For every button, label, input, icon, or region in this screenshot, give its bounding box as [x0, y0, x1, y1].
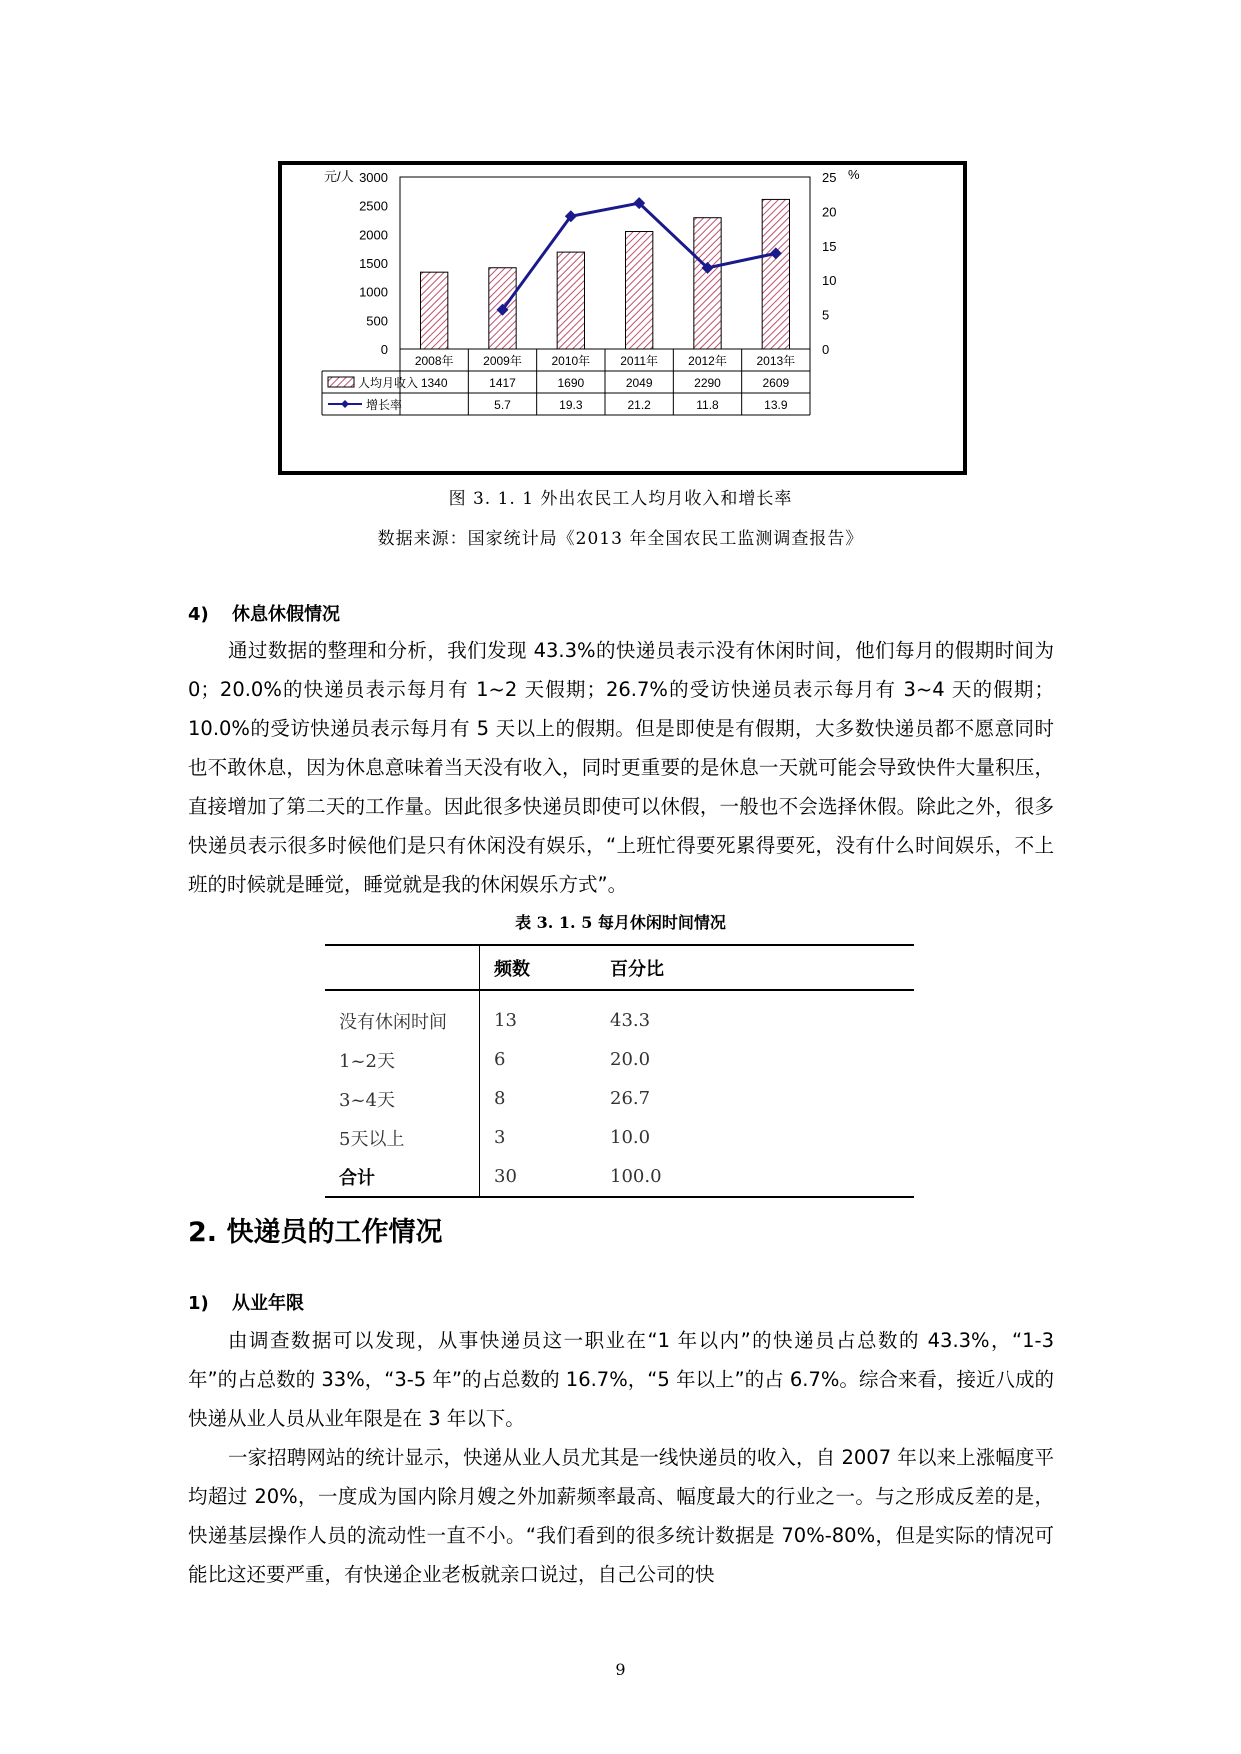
chapter-heading: 2. 快递员的工作情况: [188, 1217, 443, 1248]
table-row: [325, 1118, 914, 1157]
section-years-paragraph-block: [188, 1321, 1054, 1594]
table-cell: 没有休闲时间: [339, 1011, 447, 1033]
table-cell: 5天以上: [339, 1128, 405, 1150]
figure-caption: 图 3. 1. 1 外出农民工人均月收入和增长率: [448, 489, 793, 509]
x-tick-label: 2013年: [756, 354, 796, 368]
table-bar-value: 1417: [489, 376, 516, 390]
table-bar-value: 1690: [557, 376, 585, 390]
section-rest-heading: [188, 600, 340, 626]
figure-source: 数据来源：国家统计局《2013 年全国农民工监测调查报告》: [377, 529, 864, 549]
y-tick-label: 2000: [359, 227, 388, 243]
section-rest-paragraph: 通过数据的整理和分析，我们发现 43.3%的快递员表示没有休闲时间，他们每月的假期时间为 0；20.0%的快递员表示每月有 1~2 天假期；26.7%的受访快递员表示每月有 3~4 天的假期；10.0%的受访快递员表示每月有 5 天以上的假期。但是即使是有假期，大多数快递员都不愿意同时也不敢休息，因为休息意味着当天没有收入，同时更重要的是休息一天就可能会导致快件大量积压，直接增加了第二天的工作量。因此很多快递员即使可以休假，一般也不会选择休假。除此之外，很多快递员表示很多时候他们是只有休闲没有娱乐，“上班忙得要死累得要死，没有什么时间娱乐，不上班的时候就是睡觉，睡觉就是我的休闲娱乐方式”。: [188, 639, 1054, 896]
section-years-heading: [188, 1289, 304, 1315]
table-line-value: 5.7: [494, 398, 511, 412]
x-tick-label: 2008年: [414, 354, 454, 368]
bar: [421, 272, 448, 349]
table-row: [325, 1040, 914, 1079]
table-row: [325, 1079, 914, 1118]
y-axis-label: 元/人: [324, 169, 354, 184]
table-row-total: [325, 1157, 914, 1197]
bar: [557, 252, 584, 349]
legend-bar-swatch: [328, 377, 354, 387]
table-bar-value: 1340: [420, 376, 448, 390]
x-tick-label: 2009年: [483, 354, 522, 368]
y2-axis-label: %: [848, 167, 860, 182]
table-line-value: 13.9: [764, 398, 788, 412]
table-cell: 1~2天: [339, 1050, 395, 1072]
section-rest-number: 4): [188, 604, 209, 625]
table-cell: 26.7: [610, 1088, 651, 1109]
y2-tick-label: 25: [822, 170, 837, 185]
table-cell: 30: [480, 1157, 597, 1197]
income-growth-chart: [282, 165, 963, 471]
rest-time-table: [325, 944, 914, 1198]
y2-tick-label: 0: [822, 342, 830, 357]
table-cell: 43.3: [610, 1010, 651, 1031]
table-header: [325, 945, 480, 990]
table-cell: 8: [480, 1079, 597, 1118]
table-cell: 100.0: [596, 1157, 914, 1197]
table-cell: 3~4天: [339, 1089, 395, 1111]
y-tick-label: 1000: [359, 284, 388, 300]
section-years-title: 从业年限: [232, 1293, 304, 1314]
page-number: 9: [615, 1660, 626, 1679]
y2-tick-label: 20: [822, 204, 837, 220]
bar: [626, 232, 653, 349]
table-header-row: [325, 945, 914, 990]
legend-bar-label: 人均月收入: [358, 376, 419, 390]
section-rest-title: 休息休假情况: [232, 604, 340, 625]
table-cell: 合计: [325, 1157, 480, 1197]
x-tick-label: 2012年: [688, 354, 727, 368]
section-years-paragraph-1: 由调查数据可以发现，从事快递员这一职业在“1 年以内”的快递员占总数的 43.3%，“1-3 年”的占总数的 33%，“3-5 年”的占总数的 16.7%，“5 年以上”的占 6.7%。综合来看，接近八成的快递从业人员从业年限是在 3 年以下。: [188, 1329, 1054, 1430]
y-tick-label: 1500: [359, 256, 388, 271]
bar: [762, 199, 789, 349]
y2-tick-label: 5: [822, 307, 830, 323]
bar: [694, 218, 721, 349]
plot-area: [400, 177, 810, 349]
table-cell: 20.0: [610, 1049, 651, 1070]
y2-tick-label: 15: [822, 238, 837, 254]
x-tick-label: 2010年: [551, 354, 591, 368]
table-cell: 13: [480, 990, 597, 1040]
section-years-number: 1): [188, 1293, 209, 1314]
table-bar-value: 2049: [625, 376, 653, 390]
table-title: 表 3. 1. 5 每月休闲时间情况: [515, 913, 726, 932]
table-bar-value: 2609: [762, 376, 790, 390]
y-tick-label: 3000: [359, 170, 388, 185]
y-tick-label: 0: [380, 342, 388, 357]
y-tick-label: 500: [366, 313, 388, 329]
x-tick-label: 2011年: [620, 354, 659, 368]
chart-frame: [278, 161, 967, 475]
y2-tick-label: 10: [822, 273, 837, 289]
section-years-paragraph-2: 一家招聘网站的统计显示，快递从业人员尤其是一线快递员的收入，自 2007 年以来上涨幅度平均超过 20%，一度成为国内除月嫂之外加薪频率最高、幅度最大的行业之一。与之形成反差的是，快递基层操作人员的流动性一直不小。“我们看到的很多统计数据是 70%-80%，但是实际的情况可能比这还要严重，有快递企业老板就亲口说过，自己公司的快: [188, 1446, 1054, 1586]
table-line-value: 21.2: [627, 398, 651, 412]
table-cell: 3: [480, 1118, 597, 1157]
y-tick-label: 2500: [359, 198, 388, 214]
table-bar-value: 2290: [694, 376, 721, 390]
table-header: 百分比: [596, 945, 914, 990]
table-header: 频数: [480, 945, 597, 990]
legend-line-marker: [341, 400, 349, 408]
section-rest-paragraph-block: [188, 631, 1054, 904]
table-line-value: 19.3: [559, 398, 583, 412]
legend-line-label: 增长率: [366, 398, 403, 412]
table-row: [325, 990, 914, 1040]
table-cell: 10.0: [610, 1127, 651, 1148]
table-line-value: 11.8: [696, 398, 719, 412]
table-cell: 6: [480, 1040, 597, 1079]
